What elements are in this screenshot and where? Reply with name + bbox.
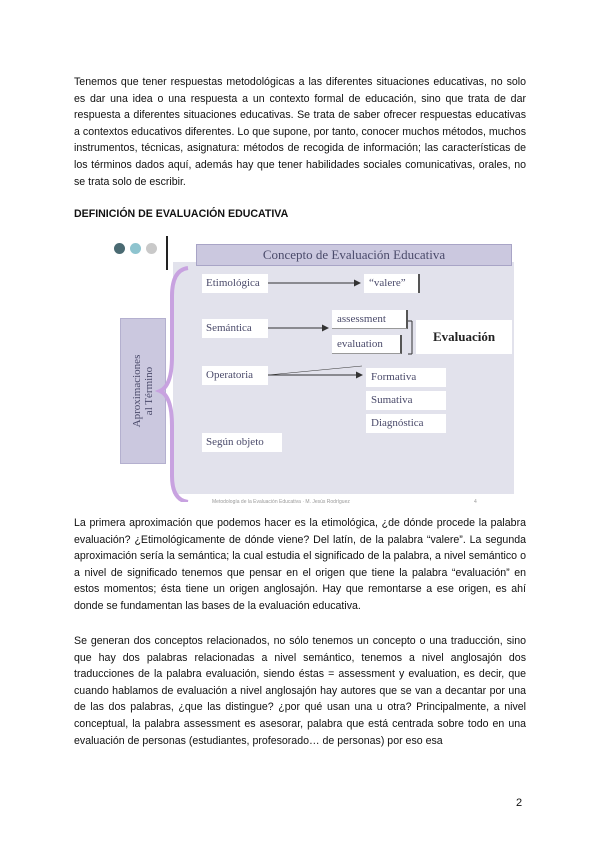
curly-brace (160, 268, 188, 502)
concept-diagram (112, 236, 514, 505)
section-heading: DEFINICIÓN DE EVALUACIÓN EDUCATIVA (74, 208, 289, 220)
sumativa-box: Sumativa (366, 391, 446, 410)
slide-number: 4 (474, 499, 477, 505)
valere-box: “valere” (364, 274, 420, 293)
slide-footer: Metodología de la Evaluación Educativa · M. Jesús Rodríguez (212, 499, 350, 505)
diagram-connectors (112, 236, 514, 502)
arrow-operatoria-2 (268, 366, 362, 375)
category-semantica: Semántica (202, 319, 268, 338)
paragraph-etimologia: La primera aproximación que podemos hacer es la etimológica, ¿de dónde procede la palabra evaluación? ¿Etimológicamente de dónde viene? Del latín, de la palabra “valere”. La segunda aproximación sería la semántica; la cual estudia el significado de la palabra, a nivel semántico o a nivel de significado tenemos que pensar en el origen que tiene la palabra “evaluación” en estos momentos; ésta tiene un origen anglosajón. Hay que remontarse a ese origen, es ahí donde se fundamentan las bases de la evaluación educativa. (74, 517, 526, 612)
side-label-line1: Aproximaciones (131, 354, 143, 428)
diagram-title: Concepto de Evaluación Educativa (196, 244, 512, 266)
side-label-line2: al Término (143, 366, 155, 416)
page-number: 2 (516, 797, 523, 809)
evaluation-box: evaluation (332, 335, 402, 354)
formativa-box: Formativa (366, 368, 446, 387)
category-etimologica: Etimológica (202, 274, 268, 293)
paragraph-intro: Tenemos que tener respuestas metodológicas a las diferentes situaciones educativas, no solo es dar una idea o una respuesta a un contexto formal de educación, sino que trata de dar respuesta a diferentes situaciones educativas. Se trata de saber ofrecer respuestas educativas a contextos educativos diferentes. Lo que supone, por tanto, conocer muchos métodos, muchos instrumentos, técnicas, asignatura: métodos de recogida de información; las características de los términos dados aquí, además hay que tener habilidades sociales comunicativas, orales, no se trata solo de escribir. (74, 76, 526, 188)
category-segun-objeto: Según objeto (202, 433, 282, 452)
evaluacion-box: Evaluación (416, 320, 512, 354)
assessment-box: assessment (332, 310, 408, 329)
diagnostica-box: Diagnóstica (366, 414, 446, 433)
paragraph-conceptos: Se generan dos conceptos relacionados, no sólo tenemos un concepto o una traducción, sino que hay dos palabras relacionadas a nivel semántico, tenemos a nivel anglosajón dos traducciones de la palabra evaluación, siendo éstas = assessment y evaluation, es decir, que cuando hablamos de evaluación a nivel anglosajón hay autores que se van a decantar por una de las dos palabras, ¿que las distingue? ¿por qué usan una u otra? Principalmente, a nivel conceptual, la palabra assessment es asesorar, palabra que está centrada sobre todo en una evaluación de personas (estudiantes, profesorado… de personas) por eso esa (74, 635, 526, 747)
category-operatoria: Operatoria (202, 366, 268, 385)
